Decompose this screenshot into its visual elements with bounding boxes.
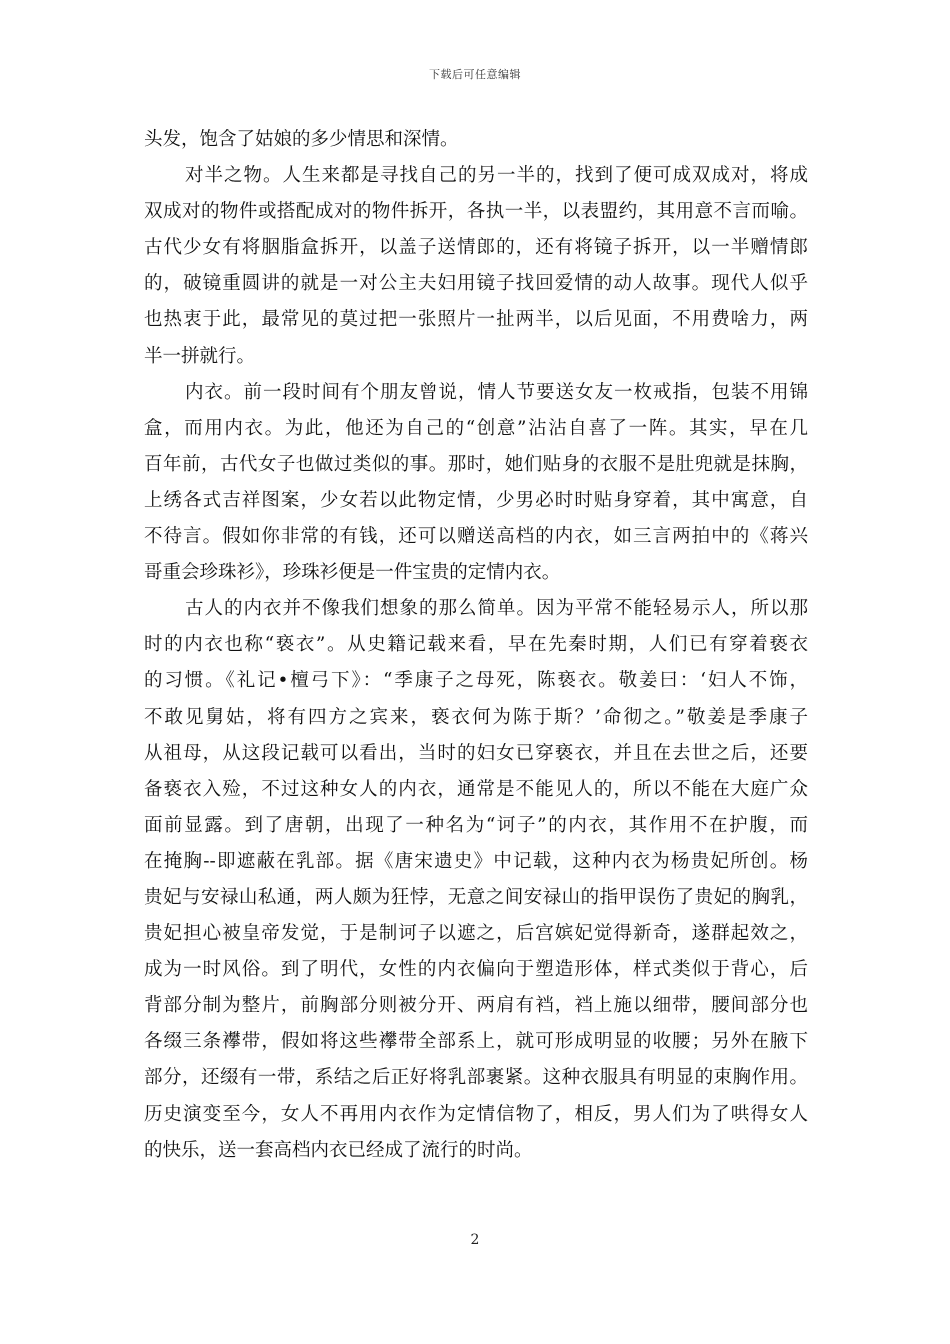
text-line: 从祖母，从这段记载可以看出，当时的妇女已穿亵衣，并且在去世之后，还要	[144, 742, 808, 764]
text-line: 面前显露。到了唐朝，出现了一种名为“诃子”的内衣，其作用不在护腹，而	[144, 814, 808, 836]
text-line: 古人的内衣并不像我们想象的那么简单。因为平常不能轻易示人，所以那	[185, 598, 808, 620]
text-line: 哥重会珍珠衫》，珍珠衫便是一件宝贵的定情内衣。	[144, 562, 561, 584]
text-line: 贵妃与安禄山私通，两人颇为狂悖，无意之间安禄山的指甲误伤了贵妃的胸乳，	[144, 886, 808, 908]
text-line: 备亵衣入殓，不过这种女人的内衣，通常是不能见人的，所以不能在大庭广众	[144, 778, 808, 800]
text-line: 的快乐，送一套高档内衣已经成了流行的时尚。	[144, 1139, 533, 1161]
text-line: 也热衷于此，最常见的莫过把一张照片一扯两半，以后见面，不用费啥力，两	[144, 309, 808, 331]
text-line: 内衣。前一段时间有个朋友曾说，情人节要送女友一枚戒指，包装不用锦	[185, 381, 808, 403]
text-line: 部分，还缀有一带，系结之后正好将乳部裹紧。这种衣服具有明显的束胸作用。	[144, 1067, 808, 1089]
text-line: 不敢见舅姑，将有四方之宾来，亵衣何为陈于斯？’命彻之。”敬姜是季康子	[144, 706, 808, 728]
text-line: 各缀三条襻带，假如将这些襻带全部系上，就可形成明显的收腰；另外在腋下	[144, 1031, 808, 1053]
text-line: 不待言。假如你非常的有钱，还可以赠送高档的内衣，如三言两拍中的《蒋兴	[144, 526, 808, 548]
page-number: 2	[470, 1232, 480, 1248]
text-line: 成为一时风俗。到了明代，女性的内衣偏向于塑造形体，样式类似于背心，后	[144, 959, 808, 981]
text-line: 在掩胸--即遮蔽在乳部。据《唐宋遗史》中记载，这种内衣为杨贵妃所创。杨	[144, 850, 808, 872]
text-line: 头发，饱含了姑娘的多少情思和深情。	[144, 129, 459, 150]
text-line: 的习惯。《礼记•檀弓下》：“季康子之母死，陈亵衣。敬姜曰：‘妇人不饰，	[144, 670, 808, 692]
text-line: 贵妃担心被皇帝发觉，于是制诃子以遮之，后宫嫔妃觉得新奇，遂群起效之，	[144, 923, 808, 945]
text-line: 上绣各式吉祥图案，少女若以此物定情，少男必时时贴身穿着，其中寓意，自	[144, 489, 808, 511]
text-line: 历史演变至今，女人不再用内衣作为定情信物了，相反，男人们为了哄得女人	[144, 1103, 808, 1125]
text-line: 百年前，古代女子也做过类似的事。那时，她们贴身的衣服不是肚兜就是抹胸，	[144, 453, 808, 475]
text-line: 时的内衣也称“亵衣”。从史籍记载来看，早在先秦时期，人们已有穿着亵衣	[144, 634, 808, 656]
text-line: 古代少女有将胭脂盒拆开，以盖子送情郎的，还有将镜子拆开，以一半赠情郎	[144, 237, 808, 259]
text-line: 半一拼就行。	[144, 345, 256, 367]
text-line: 背部分制为整片，前胸部分则被分开、两肩有裆，裆上施以细带，腰间部分也	[144, 995, 808, 1017]
text-line: 的，破镜重圆讲的就是一对公主夫妇用镜子找回爱情的动人故事。现代人似乎	[144, 273, 808, 295]
header-note: 下载后可任意编辑	[429, 68, 521, 81]
body-text	[144, 122, 808, 1169]
text-line: 对半之物。人生来都是寻找自己的另一半的，找到了便可成双成对，将成	[185, 165, 808, 187]
text-line: 双成对的物件或搭配成对的物件拆开，各执一半，以表盟约，其用意不言而喻。	[144, 201, 808, 223]
text-line: 盒，而用内衣。为此，他还为自己的“创意”沾沾自喜了一阵。其实，早在几	[144, 417, 808, 439]
